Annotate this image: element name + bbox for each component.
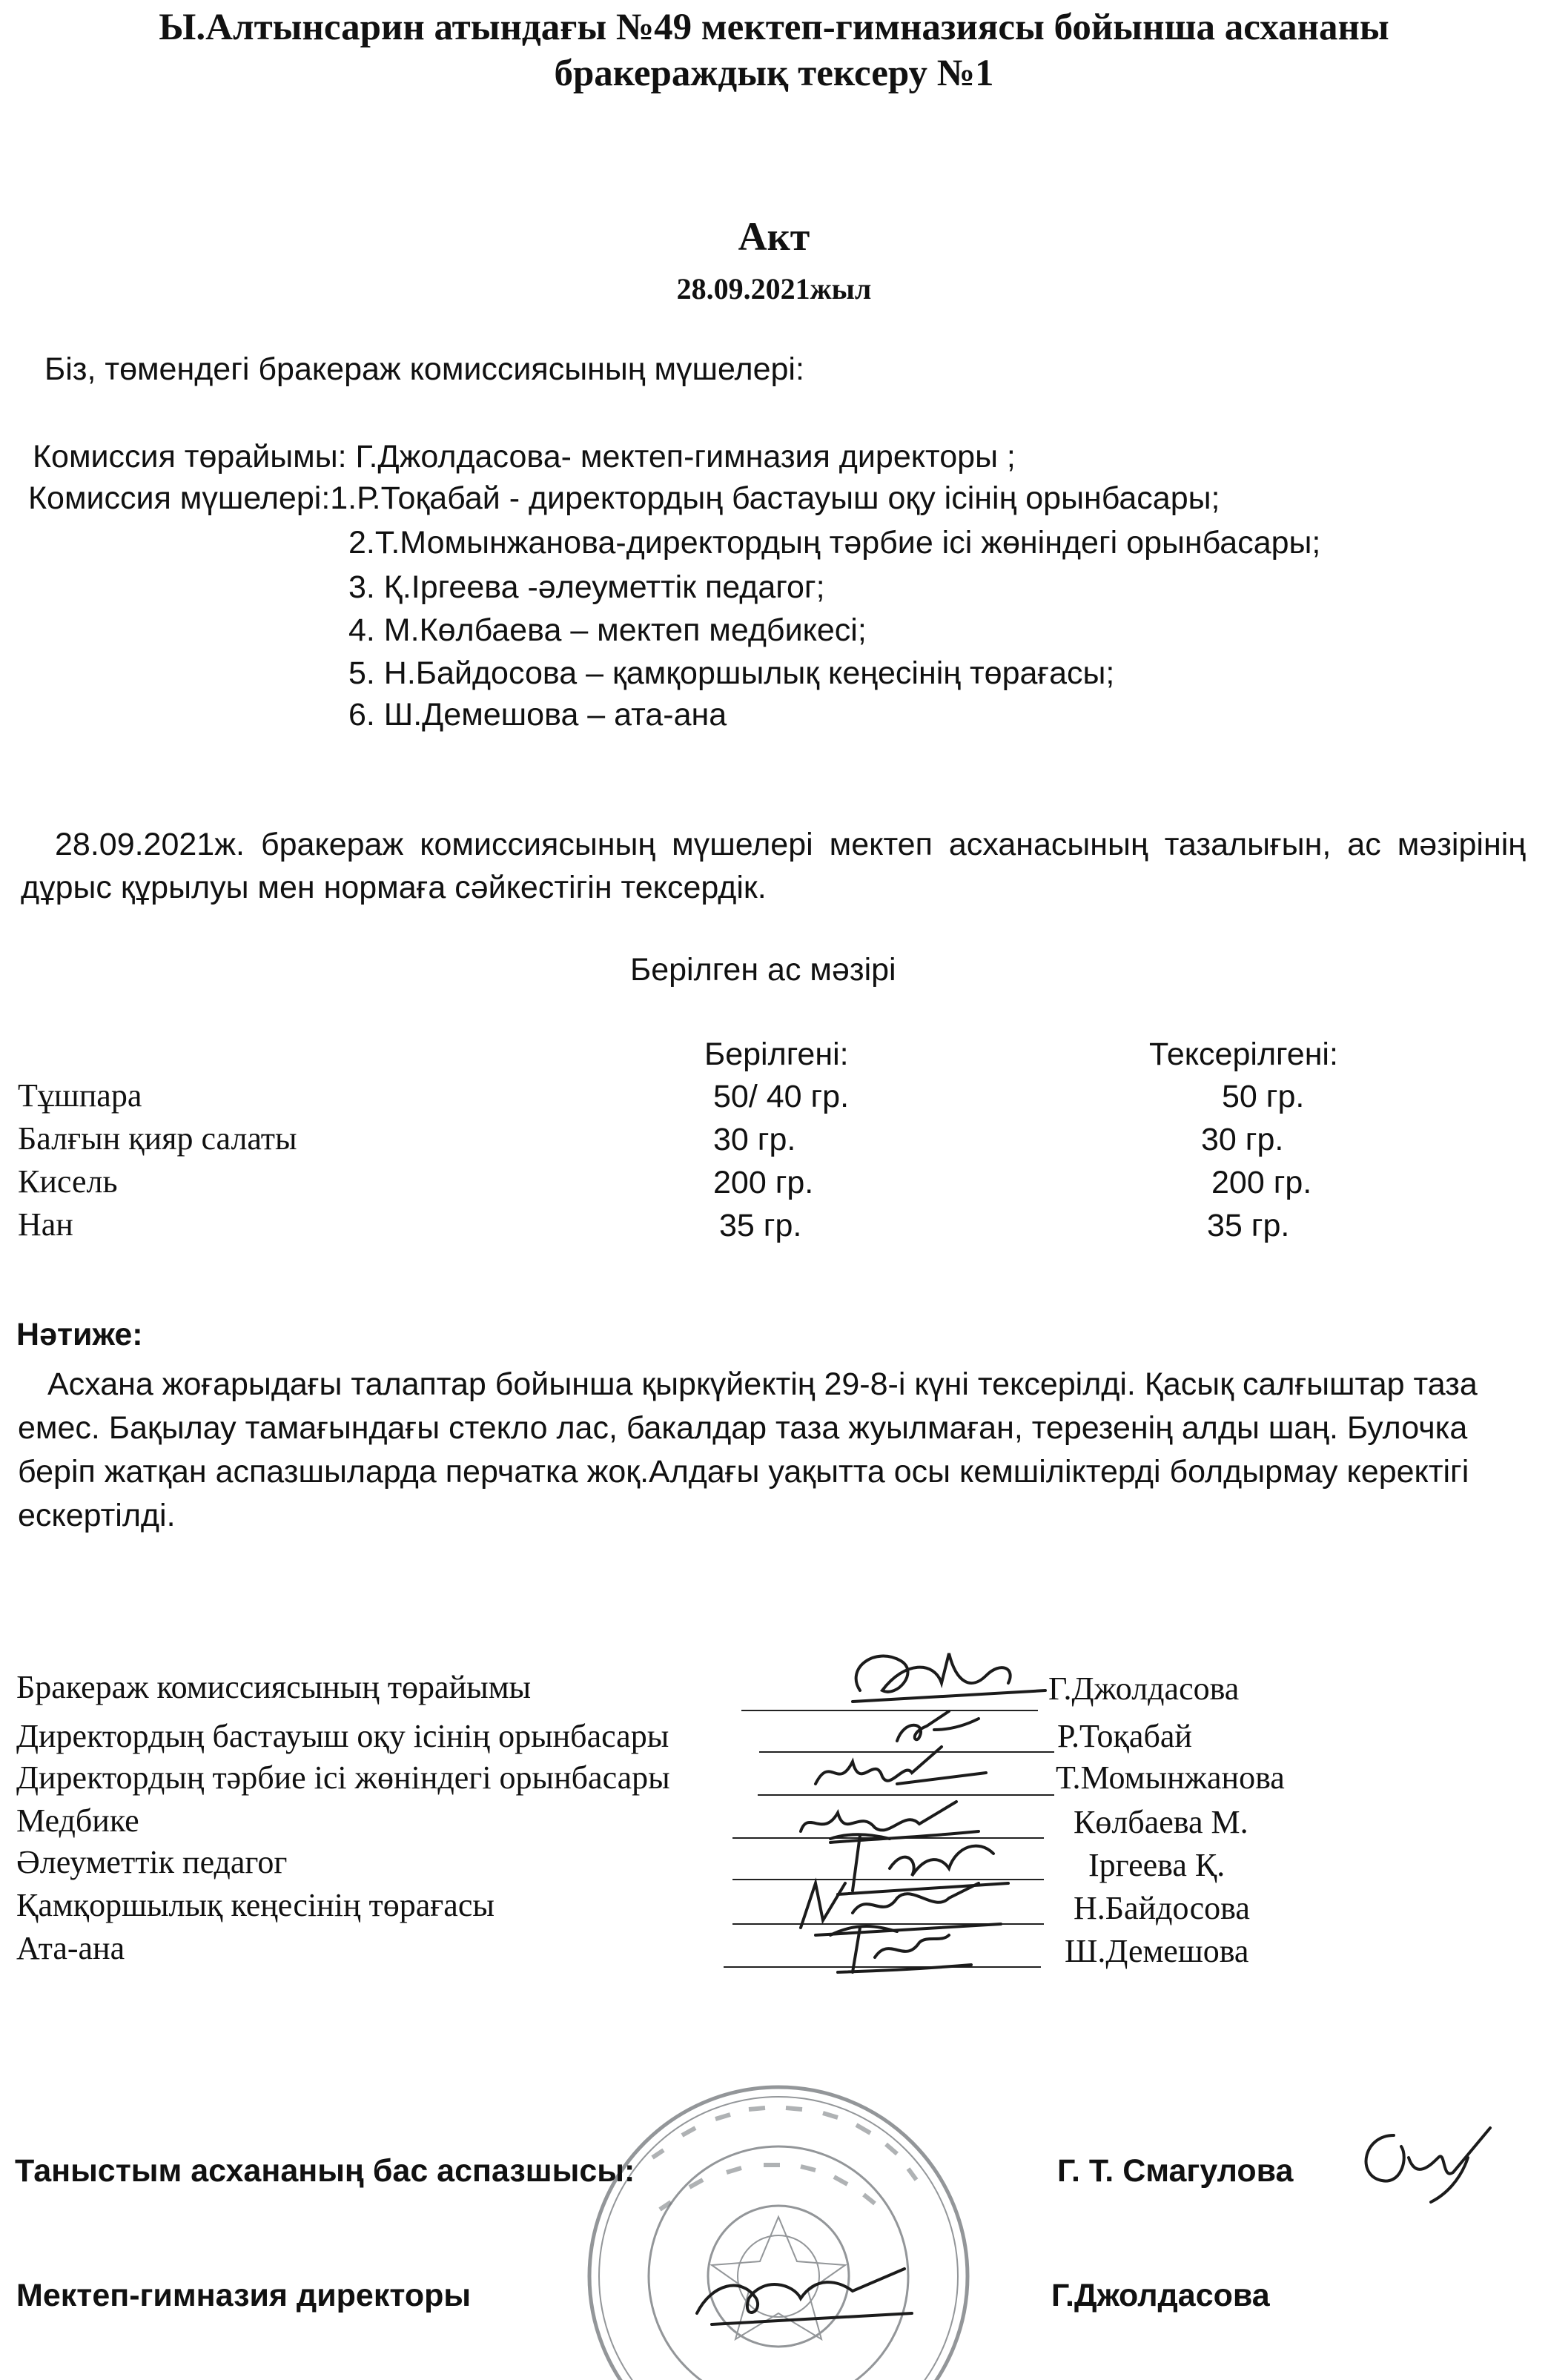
- menu-col-given: Берілгені:: [704, 1037, 849, 1072]
- menu-item-name: Балғын қияр салаты: [18, 1120, 297, 1157]
- menu-heading: Берілген ас мәзірі: [630, 952, 896, 988]
- commission-member-4: 4. М.Көлбаева – мектеп медбикесі;: [348, 612, 867, 648]
- signature-role: Ата-ана: [16, 1930, 125, 1966]
- menu-item-checked: 50 гр.: [1222, 1079, 1305, 1114]
- commission-member-5: 5. Н.Байдосова – қамқоршылық кеңесінің төрағасы;: [348, 655, 1115, 691]
- signature-scrawl: [682, 2254, 919, 2336]
- menu-item-name: Нан: [18, 1206, 73, 1243]
- document-title-line2: бракераждық тексеру №1: [554, 53, 994, 94]
- commission-member-2: 2.Т.Момынжанова-директордың тәрбие ісі жөніндегі орынбасары;: [348, 525, 1321, 561]
- act-date: 28.09.2021жыл: [676, 272, 872, 305]
- signature-name: Г.Джолдасова: [1048, 1670, 1240, 1707]
- menu-item-checked: 30 гр.: [1201, 1122, 1284, 1157]
- signature-name: Іргеева Қ.: [1088, 1847, 1226, 1883]
- acquainted-name: Г. Т. Смагулова: [1057, 2153, 1294, 2189]
- signature-role: Қамқоршылық кеңесінің төрағасы: [16, 1887, 494, 1923]
- signature-role: Директордың бастауыш оқу ісінің орынбасары: [16, 1718, 669, 1754]
- signature-name: Н.Байдосова: [1074, 1890, 1250, 1926]
- menu-item-checked: 200 гр.: [1211, 1165, 1312, 1200]
- signature-scrawl: [816, 1913, 979, 1980]
- menu-item-given: 30 гр.: [713, 1122, 796, 1157]
- signature-role: Медбике: [16, 1802, 139, 1839]
- commission-member-3: 3. Қ.Іргеева -әлеуметтік педагог;: [348, 569, 825, 605]
- director-label: Мектеп-гимназия директоры: [16, 2278, 472, 2313]
- director-name: Г.Джолдасова: [1051, 2278, 1270, 2313]
- check-paragraph: 28.09.2021ж. бракераж комиссиясының мүшелері мектеп асханасының тазалығын, ас мәзірінің дұрыс құрылуы мен нормаға сәйкестігін тексердік.: [21, 827, 1526, 905]
- act-heading: Акт: [738, 214, 810, 259]
- signature-name: Т.Момынжанова: [1056, 1759, 1285, 1796]
- signature-scrawl: [1349, 2113, 1512, 2209]
- menu-col-checked: Тексерілгені:: [1149, 1037, 1338, 1072]
- commission-members-lead: Комиссия мүшелері:1.Р.Тоқабай - директордың бастауыш оқу ісінің орынбасары;: [28, 480, 1220, 516]
- result-label: Нәтиже:: [16, 1317, 143, 1352]
- commission-member-6: 6. Ш.Демешова – ата-ана: [348, 697, 727, 733]
- menu-item-given: 200 гр.: [713, 1165, 814, 1200]
- menu-item-name: Тұшпара: [18, 1077, 142, 1114]
- intro-text: Біз, төмендегі бракераж комиссиясының мүшелері:: [44, 351, 804, 387]
- menu-item-given: 50/ 40 гр.: [713, 1079, 850, 1114]
- signature-role: Әлеуметтік педагог: [16, 1844, 288, 1880]
- signature-name: Көлбаева М.: [1074, 1804, 1248, 1840]
- acquainted-label: Таныстым асхананың бас аспазшысы:: [15, 2153, 635, 2189]
- menu-item-name: Кисель: [18, 1163, 118, 1200]
- menu-item-checked: 35 гр.: [1207, 1208, 1290, 1243]
- signature-name: Ш.Демешова: [1065, 1933, 1249, 1969]
- signature-role: Бракераж комиссиясының төрайымы: [16, 1669, 532, 1705]
- commission-chair: Комиссия төрайымы: Г.Джолдасова- мектеп-гимназия директоры ;: [33, 439, 1016, 475]
- signature-role: Директордың тәрбие ісі жөніндегі орынбасары: [16, 1759, 670, 1796]
- signature-name: Р.Тоқабай: [1057, 1718, 1192, 1754]
- result-text: Асхана жоғарыдағы талаптар бойынша қыркүйектің 29-8-і күні тексерілді. Қасық салғыштар таза емес. Бақылау тамағындағы стекло лас, бакалдар таза жуылмаған, терезенің алды шаң. Булочка беріп жатқан аспазшыларда перчатка жоқ.Алдағы уақытта осы кемшіліктерді болдырмау керектігі ескертілді.: [18, 1366, 1478, 1533]
- document-title-line1: Ы.Алтынсарин атындағы №49 мектеп-гимназиясы бойынша асхананы: [159, 7, 1389, 48]
- menu-item-given: 35 гр.: [719, 1208, 802, 1243]
